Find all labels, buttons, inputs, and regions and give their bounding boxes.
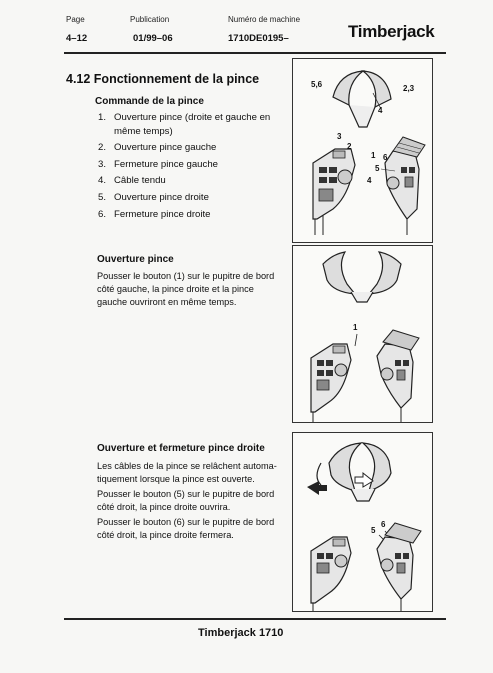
- figure-opening-clamp: [292, 245, 433, 423]
- list-item: même temps): [114, 125, 173, 137]
- list-item: 2. Ouverture pince gauche: [98, 142, 217, 154]
- page-label: Page: [66, 15, 85, 24]
- label-5-6: 5,6: [311, 80, 323, 89]
- clamp-base: [351, 489, 375, 501]
- list-item: 3. Fermeture pince gauche: [98, 158, 218, 170]
- opening-paragraph: Pousser le bouton (1) sur le pupitre de bord côté gauche, la pince droite et la pince gauche ouvriront en même temps.: [97, 271, 275, 307]
- right-clamp-arm: [369, 252, 401, 294]
- label-2-3: 2,3: [403, 84, 415, 93]
- header-rule: [64, 52, 446, 54]
- left-clamp-arm: [333, 71, 363, 105]
- publication-value: 01/99–06: [133, 33, 173, 44]
- list-item: 1. Ouverture pince (droite et gauche en: [98, 112, 271, 123]
- figure-control-panels: [292, 58, 433, 243]
- controls-heading: Commande de la pince: [95, 96, 204, 107]
- right-clamp-paragraph-c: Pousser le bouton (6) sur le pupitre de bord côté droit, la pince droite fermera.: [97, 517, 275, 540]
- clamp-base: [349, 105, 375, 127]
- arrow-left-icon: [307, 481, 327, 495]
- left-clamp-arm: [329, 443, 361, 491]
- right-clamp-paragraph-a: Les câbles de la pince se relâchent automa- tiquement lorsque la pince est ouverte.: [97, 461, 277, 484]
- control-panels-illustration: [293, 59, 432, 242]
- machine-number-label: Numéro de machine: [228, 15, 301, 24]
- left-control-panel: [311, 344, 351, 412]
- footer-rule: [64, 618, 446, 620]
- list-item: 6. Fermeture pince droite: [98, 208, 211, 220]
- right-clamp-paragraph-b: Pousser le bouton (5) sur le pupitre de bord côté droit, la pince droite ouvrira.: [97, 489, 275, 512]
- label-6: 6: [381, 520, 386, 529]
- label-3: 3: [337, 132, 342, 141]
- label-4-top: 4: [378, 106, 383, 115]
- opening-heading: Ouverture pince: [97, 254, 174, 265]
- opening-clamp-illustration: [293, 246, 432, 422]
- brand-logo: Timberjack: [348, 22, 435, 41]
- page-number: 4–12: [66, 33, 88, 44]
- section-title: 4.12 Fonctionnement de la pince: [66, 72, 260, 86]
- controls-list: [98, 111, 288, 221]
- left-clamp-arm: [323, 252, 355, 294]
- label-5: 5: [371, 526, 376, 535]
- label-1: 1: [371, 151, 376, 160]
- label-6: 6: [383, 153, 388, 162]
- label-4-bottom: 4: [367, 176, 372, 185]
- list-item: 4. Câble tendu: [98, 175, 166, 187]
- right-clamp-illustration: [293, 433, 432, 611]
- clamp-base: [351, 292, 373, 302]
- label-2: 2: [347, 142, 352, 151]
- footer-title: Timberjack 1710: [198, 627, 284, 639]
- machine-number-value: 1710DE0195–: [228, 33, 289, 44]
- publication-label: Publication: [130, 15, 170, 24]
- right-clamp-heading: Ouverture et fermeture pince droite: [97, 443, 265, 454]
- label-5: 5: [375, 164, 380, 173]
- list-item: 5. Ouverture pince droite: [98, 191, 209, 203]
- left-control-panel: [313, 149, 355, 219]
- label-1: 1: [353, 323, 358, 332]
- figure-right-clamp: [292, 432, 433, 612]
